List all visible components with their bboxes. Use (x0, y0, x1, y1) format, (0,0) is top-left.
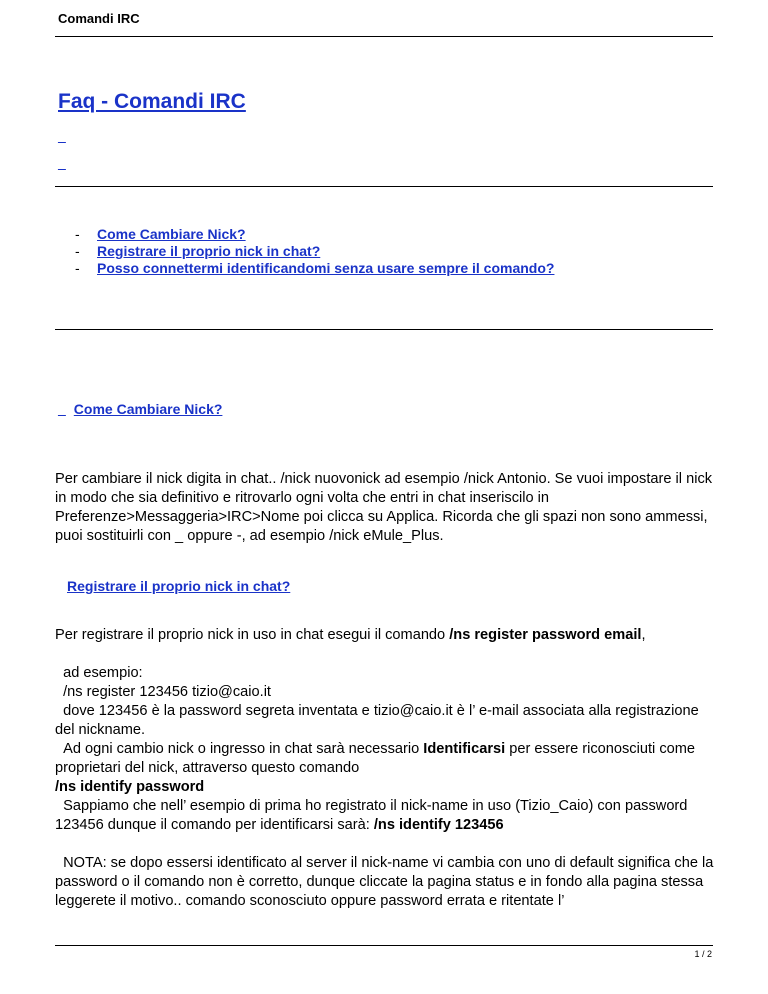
toc-link-connettermi[interactable]: Posso connettermi identificandomi senza usare sempre il comando? (97, 260, 555, 276)
divider-middle (55, 329, 713, 330)
table-of-contents (75, 226, 554, 277)
example-command: /ns register 123456 tizio@caio.it (63, 684, 271, 700)
page-number: 1 / 2 (694, 949, 712, 959)
section-body-cambiare-nick (55, 470, 720, 546)
section-heading-cambiare-nick (58, 401, 222, 417)
anchor-link-section-1[interactable]: _ (58, 401, 66, 417)
section-title-registrare-nick[interactable]: Registrare il proprio nick in chat? (67, 578, 291, 594)
header-title: Comandi IRC (58, 11, 140, 26)
toc-item: - Registrare il proprio nick in chat? (75, 243, 321, 259)
anchor-link-1[interactable]: _ (58, 128, 66, 144)
toc-link-cambiare-nick[interactable]: Come Cambiare Nick? (97, 226, 246, 242)
identify-command: /ns identify password (55, 779, 205, 795)
toc-item: - Come Cambiare Nick? (75, 226, 246, 242)
example-label: ad esempio: (63, 665, 143, 681)
paragraph-intro: Per registrare il proprio nick in uso in chat esegui il comando /ns register password email, (55, 627, 646, 643)
anchor-link-2[interactable]: _ (58, 155, 66, 171)
section-title-cambiare-nick[interactable]: Come Cambiare Nick? (73, 401, 223, 417)
command-register: /ns register password email (449, 627, 642, 643)
paragraph: Per cambiare il nick digita in chat.. /nick nuovonick ad esempio /nick Antonio. Se vuoi impostare il nick in modo che sia definitivo e ritrovarlo ogni volta che entri in chat inseriscilo in Preferenze>Messaggeria>IRC>Nome poi clicca su Applica. Ricorda che gli spazi non sono ammessi, puoi sostituirli con _ oppure -, ad esempio /nick eMule_Plus. (55, 471, 713, 544)
toc-link-registrare-nick[interactable]: Registrare il proprio nick in chat? (97, 243, 321, 259)
note-paragraph: NOTA: se dopo essersi identificato al server il nick-name vi cambia con uno di default significa che la password o il comando non è corretto, dunque cliccate la pagina status e in fondo alla pagina stessa leggerete il motivo.. comando sconosciuto oppure password errata e ritentate l’ (55, 855, 714, 909)
identify-instructions: Ad ogni cambio nick o ingresso in chat sarà necessario Identificarsi per essere riconosciuti come proprietari del nick, attraverso questo comando (55, 741, 696, 776)
section-body-registrare-nick (55, 626, 720, 911)
page-title[interactable]: Faq - Comandi IRC (58, 90, 246, 113)
header-divider (55, 36, 713, 37)
divider-top (55, 186, 713, 187)
example-description: dove 123456 è la password segreta inventata e tizio@caio.it è l’ e-mail associata alla registrazione del nickname. (55, 703, 699, 738)
identify-example: Sappiamo che nell’ esempio di prima ho registrato il nick-name in uso (Tizio_Caio) con password 123456 dunque il comando per identificarsi sarà: /ns identify 123456 (55, 798, 688, 833)
section-heading-registrare-nick (67, 578, 290, 594)
toc-item: - Posso connettermi identificandomi senza usare sempre il comando? (75, 260, 555, 276)
footer-divider (55, 945, 713, 946)
